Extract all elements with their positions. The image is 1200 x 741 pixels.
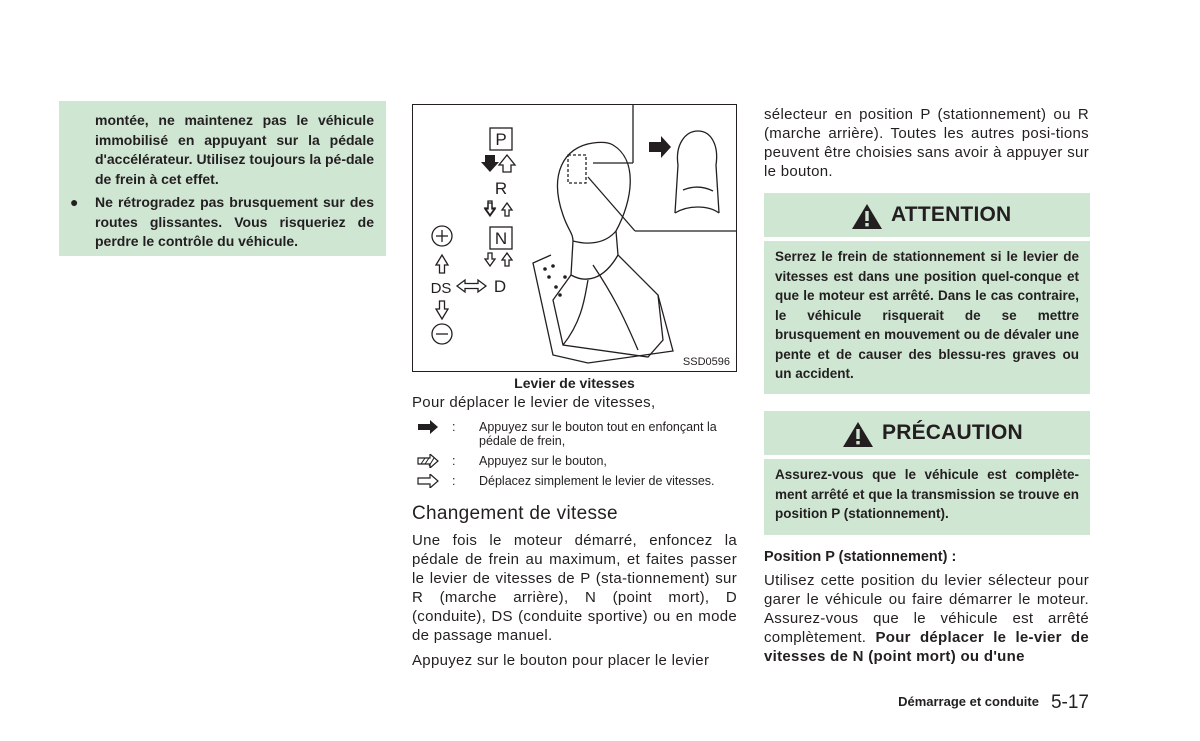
intro-text: Pour déplacer le levier de vitesses, bbox=[412, 394, 656, 411]
gear-lever-figure bbox=[412, 104, 737, 372]
figure-caption: Levier de vitesses bbox=[514, 375, 635, 391]
precaution-header bbox=[764, 411, 1090, 455]
footer-section: Démarrage et conduite bbox=[898, 694, 1039, 709]
page-number: 5-17 bbox=[1050, 692, 1089, 713]
legend-text: Appuyez sur le bouton tout en enfonçant la pédale de frein, bbox=[479, 420, 717, 448]
attention-box bbox=[764, 193, 1090, 394]
attention-header bbox=[764, 193, 1090, 237]
section-title: Changement de vitesse bbox=[412, 503, 618, 524]
page-footer bbox=[898, 690, 1089, 712]
warning-bullet bbox=[70, 193, 374, 252]
gear-n-label: N bbox=[494, 229, 508, 248]
legend-item: : Appuyez sur le bouton, bbox=[412, 454, 742, 468]
hatched-arrow-icon bbox=[414, 454, 444, 468]
body-paragraph: Utilisez cette position du levier sélecteur pour garer le véhicule ou faire démarrer le moteur. Assurez-vous que le véhicule est arrêté complètement. Pour déplacer le le-vier de vitesses de N (point mort) ou d'une bbox=[764, 572, 1089, 665]
figure-code: SSD0596 bbox=[682, 356, 730, 368]
attention-title: ATTENTION bbox=[891, 203, 1012, 226]
bullet-mark: ● bbox=[70, 194, 79, 210]
warning-continuation: montée, ne maintenez pas le véhicule immobilisé en appuyant sur la pédale d'accélérateur. Utilisez toujours la pé-dale de frein à cet effet. bbox=[95, 112, 374, 187]
warning-icon bbox=[842, 421, 874, 448]
solid-arrow-icon bbox=[414, 420, 444, 434]
precaution-text: Assurez-vous que le véhicule est complète-ment arrêté et que la transmission se trouve en position P (stationnement). bbox=[775, 467, 1079, 521]
body-paragraph: sélecteur en position P (stationnement) ou R (marche arrière). Toutes les autres posi-tions peuvent être choisies sans avoir à appuyer sur le bouton. bbox=[764, 106, 1089, 180]
gear-d-label: D bbox=[493, 277, 507, 296]
outline-arrow-icon bbox=[414, 474, 444, 488]
body-paragraph: Appuyez sur le bouton pour placer le levier bbox=[412, 652, 710, 669]
legend-text: Appuyez sur le bouton, bbox=[479, 454, 607, 468]
legend-text: Déplacez simplement le levier de vitesses. bbox=[479, 474, 715, 488]
gear-r-label: R bbox=[494, 179, 508, 198]
gear-p-label: P bbox=[495, 130, 507, 149]
warning-icon bbox=[851, 203, 883, 230]
precaution-title: PRÉCAUTION bbox=[882, 421, 1023, 444]
bullet-text: Ne rétrogradez pas brusquement sur des routes glissantes. Vous risqueriez de perdre le contrôle du véhicule. bbox=[95, 194, 374, 249]
attention-text: Serrez le frein de stationnement si le levier de vitesses est dans une position quel-conque et que le moteur est arrêté. Dans le cas contraire, le véhicule risquerait de se mettre brusquement en mouvement ou de dévaler une pente et de causer des blessu-res graves ou un accident. bbox=[775, 249, 1079, 381]
position-p-heading: Position P (stationnement) : bbox=[764, 549, 957, 565]
gear-lever-illustration bbox=[413, 105, 736, 371]
legend-item: : Appuyez sur le bouton tout en enfonçant la pédale de frein, bbox=[412, 420, 742, 448]
legend-item: : Déplacez simplement le levier de vitesses. bbox=[412, 474, 742, 488]
gear-ds-label: DS bbox=[430, 280, 452, 297]
left-warning-box bbox=[59, 101, 386, 256]
arrow-legend bbox=[412, 420, 742, 494]
precaution-box bbox=[764, 411, 1090, 535]
body-paragraph: Une fois le moteur démarré, enfoncez la pédale de frein au maximum, et faites passer le levier de vitesses de P (sta-tionnement) sur R (marche arrière), N (point mort), D (conduite), DS (conduite sportive) ou en mode de passage manuel. bbox=[412, 532, 737, 644]
